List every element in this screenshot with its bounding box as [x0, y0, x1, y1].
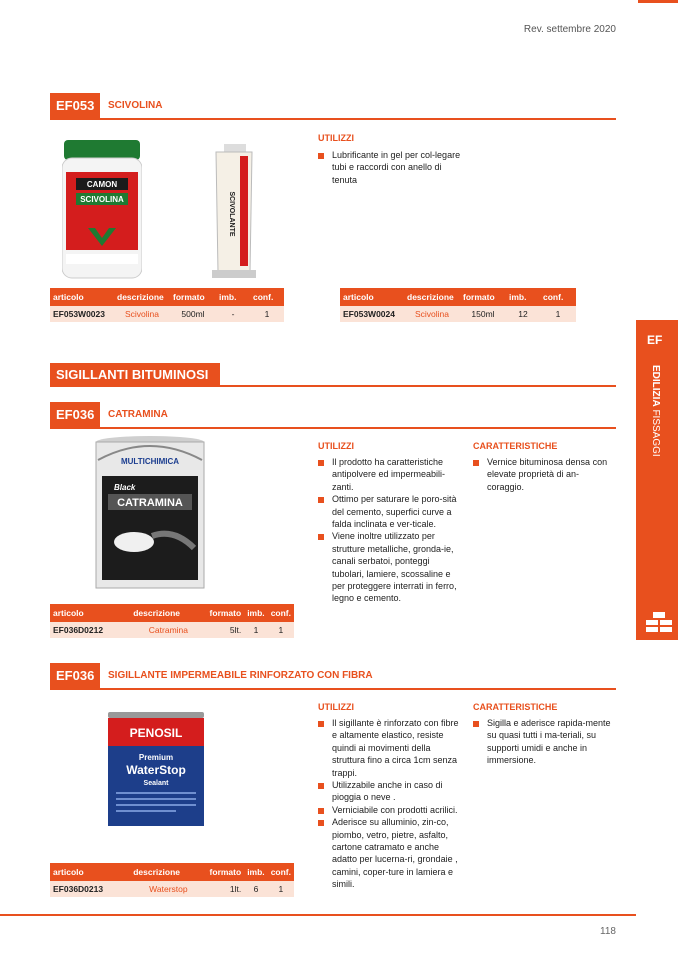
list-item: Sigilla e aderisce rapida-mente su quasi tutti i ma-teriali, su supporti umidi e anche in immersione. — [473, 717, 616, 767]
cell-descrizione: Scivolina — [114, 306, 170, 322]
cell-articolo: EF036D0213 — [50, 881, 130, 897]
cell-articolo: EF036D0212 — [50, 622, 130, 638]
uses-heading: UTILIZZI — [318, 133, 354, 143]
cell-conf: 1 — [268, 881, 294, 897]
col-header-articolo: articolo — [340, 288, 404, 306]
cell-formato: 1lt. — [207, 881, 245, 897]
section-title-scivolina: SCIVOLINA — [108, 100, 163, 111]
can-brand-text: PENOSIL — [129, 726, 183, 740]
cell-imb: - — [216, 306, 250, 322]
cell-descrizione: Waterstop — [130, 881, 206, 897]
features-heading: CARATTERISTICHE — [473, 441, 558, 451]
product-table-ef036d0212 — [50, 604, 294, 638]
list-item: Aderisce su alluminio, zin-co, piombo, vetro, pietre, asfalto, cartone catramato e anche adatto per lucerna-ri, grondaie , camini, coper-ture in lamiera e simili. — [318, 816, 463, 890]
cell-articolo: EF053W0024 — [340, 306, 404, 322]
features-heading: CARATTERISTICHE — [473, 702, 558, 712]
penosil-can-image — [108, 712, 204, 828]
side-tab-category-light: FISSAGGI — [650, 409, 661, 457]
can-line3-text: Sealant — [143, 780, 169, 787]
cell-conf: 1 — [250, 306, 284, 322]
col-header-articolo: articolo — [50, 288, 114, 306]
section-divider — [50, 118, 616, 120]
cell-articolo: EF053W0023 — [50, 306, 114, 322]
side-tab-category — [650, 365, 661, 457]
cell-formato: 150ml — [460, 306, 506, 322]
scivolina-jar-image — [62, 138, 142, 280]
col-header-imb: imb. — [244, 604, 268, 622]
product-table-ef036d0213 — [50, 863, 294, 897]
scivolante-tube-image — [212, 144, 256, 280]
group-title-line — [220, 385, 616, 387]
col-header-descrizione: descrizione — [130, 604, 206, 622]
can-line1-text: Premium — [138, 753, 174, 762]
uses-heading: UTILIZZI — [318, 702, 354, 712]
list-item: Il sigillante è rinforzato con fibre e altamente elastico, resiste quindi ai movimenti della struttura fino a circa 1cm senza trappi. — [318, 717, 463, 779]
col-header-formato: formato — [207, 604, 245, 622]
can-line2-text: WaterStop — [126, 763, 186, 777]
uses-heading: UTILIZZI — [318, 441, 354, 451]
section-title-sigillante: SIGILLANTE IMPERMEABILE RINFORZATO CON FIBRA — [108, 670, 373, 681]
features-list — [473, 717, 616, 767]
cell-conf: 1 — [540, 306, 576, 322]
col-header-conf: conf. — [268, 604, 294, 622]
jar-product-text: SCIVOLINA — [80, 195, 124, 204]
col-header-conf: conf. — [268, 863, 294, 881]
side-tab-category-bold: EDILIZIA — [650, 365, 661, 407]
col-header-articolo: articolo — [50, 863, 130, 881]
col-header-descrizione: descrizione — [404, 288, 460, 306]
col-header-descrizione: descrizione — [130, 863, 206, 881]
can-brand-text: MULTICHIMICA — [120, 457, 180, 466]
bricks-icon — [646, 612, 672, 632]
cell-conf: 1 — [268, 622, 294, 638]
tube-label-text: SCIVOLANTE — [228, 191, 235, 237]
section-code-ef036-sigillante: EF036 — [50, 663, 100, 689]
col-header-formato: formato — [207, 863, 245, 881]
cell-formato: 500ml — [170, 306, 216, 322]
cell-descrizione: Scivolina — [404, 306, 460, 322]
group-title: SIGILLANTI BITUMINOSI — [50, 363, 220, 387]
list-item: Vernice bituminosa densa con elevate proprietà di an-coraggio. — [473, 456, 616, 493]
can-product-text: CATRAMINA — [117, 497, 183, 509]
revision-date: Rev. settembre 2020 — [523, 24, 616, 35]
cell-imb: 6 — [244, 881, 268, 897]
list-item: Verniciabile con prodotti acrilici. — [318, 804, 463, 816]
uses-list — [318, 456, 463, 605]
jar-brand-text: CAMON — [86, 180, 118, 189]
list-item: Il prodotto ha caratteristiche antipolvere ed impermeabili-zanti. — [318, 456, 463, 493]
cell-descrizione: Catramina — [130, 622, 206, 638]
uses-list — [318, 149, 463, 186]
top-accent-line — [638, 0, 678, 3]
list-item: Viene inoltre utilizzato per strutture metalliche, gronda-ie, canali serbatoi, ponteggi tubolari, lamiere, scossaline e per proteggere interrati in ferro, legno e cemento. — [318, 530, 463, 604]
side-tab-code: EF — [647, 333, 663, 347]
section-divider — [50, 427, 616, 429]
can-product-top-text: Black — [114, 483, 136, 492]
product-table-ef053w0024 — [340, 288, 576, 322]
section-code-ef036: EF036 — [50, 402, 100, 428]
col-header-imb: imb. — [506, 288, 540, 306]
catramina-can-image — [94, 436, 206, 592]
col-header-imb: imb. — [244, 863, 268, 881]
list-item: Lubrificante in gel per col-legare tubi e raccordi con anello di tenuta — [318, 149, 463, 186]
features-list — [473, 456, 616, 493]
footer-line — [0, 914, 636, 916]
uses-list — [318, 717, 463, 891]
section-title-catramina: CATRAMINA — [108, 409, 168, 420]
col-header-formato: formato — [460, 288, 506, 306]
list-item: Utilizzabile anche in caso di pioggia o neve . — [318, 779, 463, 804]
col-header-formato: formato — [170, 288, 216, 306]
col-header-articolo: articolo — [50, 604, 130, 622]
col-header-imb: imb. — [216, 288, 250, 306]
col-header-conf: conf. — [540, 288, 576, 306]
col-header-conf: conf. — [250, 288, 284, 306]
product-table-ef053w0023 — [50, 288, 284, 322]
col-header-descrizione: descrizione — [114, 288, 170, 306]
list-item: Ottimo per saturare le poro-sità del cemento, superfici curve a falda inclinata e ver-ticale. — [318, 493, 463, 530]
cell-imb: 1 — [244, 622, 268, 638]
section-divider — [50, 688, 616, 690]
section-code-ef053: EF053 — [50, 93, 100, 119]
page-number: 118 — [600, 926, 616, 937]
cell-formato: 5lt. — [207, 622, 245, 638]
cell-imb: 12 — [506, 306, 540, 322]
